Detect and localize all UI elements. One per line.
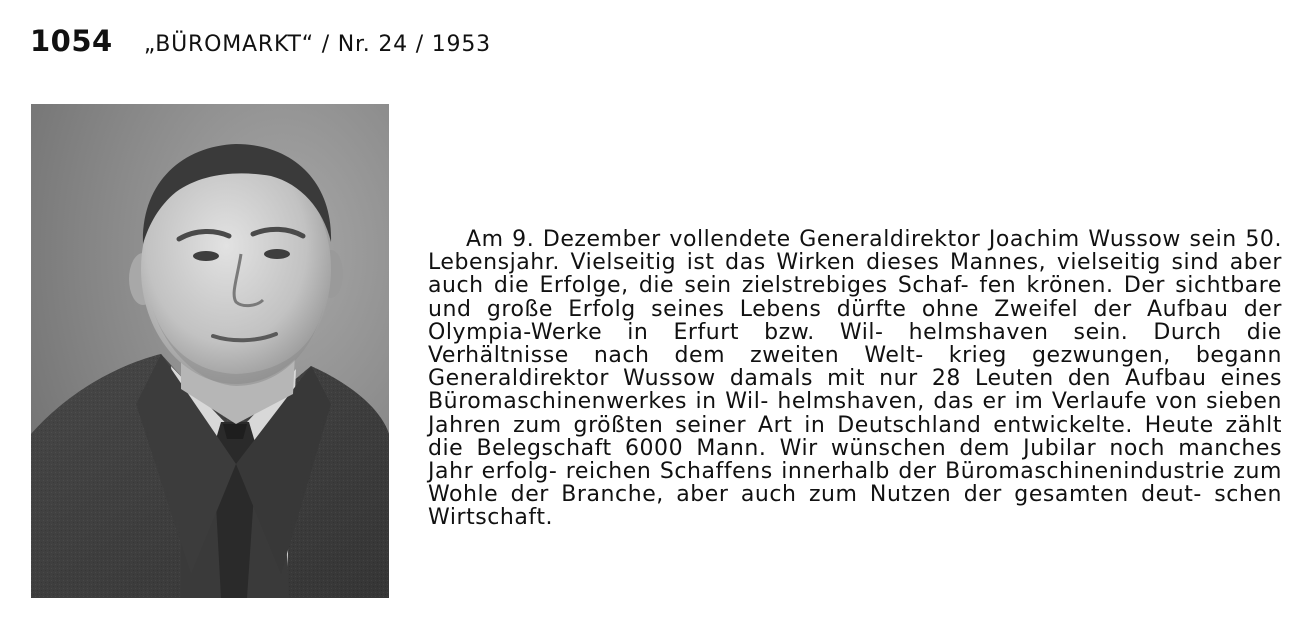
running-title: „BÜROMARKT“ / Nr. 24 / 1953 <box>143 32 491 57</box>
portrait-illustration <box>31 104 389 598</box>
page-number: 1054 <box>30 24 113 58</box>
article-text: Am 9. Dezember vollendete Generaldirektor Joachim Wussow sein 50. Lebensjahr. Vielseitig ist das Wirken dieses Mannes, vielseitig sind aber auch die Erfolge, die sein zielstrebiges Schaf- fen krönen. Der sichtbare und große Erfolg seines Lebens dürfte ohne Zweifel der Aufbau der Olympia-Werke in Erfurt bzw. Wil- helmshaven sein. Durch die Verhältnisse nach dem zweiten Welt- krieg gezwungen, begann Generaldirektor Wussow damals mit nur 28 Leuten den Aufbau eines Büromaschinenwerkes in Wil- helmshaven, das er im Verlaufe von sieben Jahren zum größten seiner Art in Deutschland entwickelte. Heute zählt die Belegschaft 6000 Mann. Wir wünschen dem Jubilar noch manches Jahr erfolg- reichen Schaffens innerhalb der Büromaschinenindustrie zum Wohle der Branche, aber auch zum Nutzen der gesamten deut- schen Wirtschaft. <box>428 227 1282 531</box>
page-header <box>30 24 491 64</box>
portrait-photo <box>31 104 389 598</box>
